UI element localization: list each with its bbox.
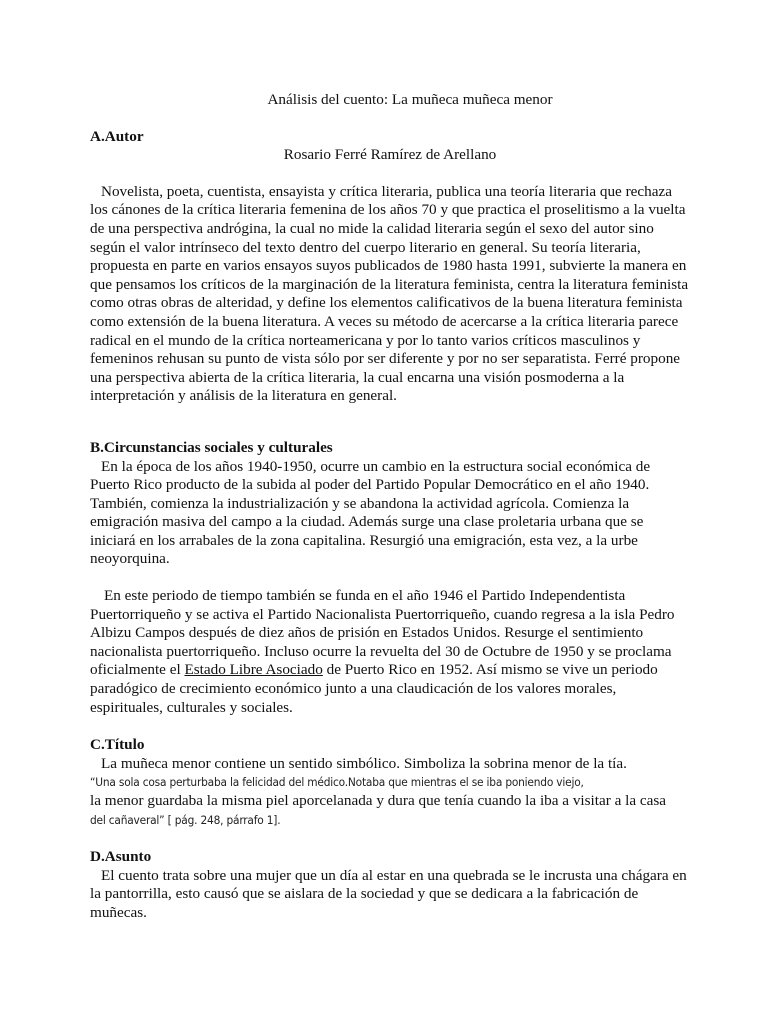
- quote-line-3-text: del cañaveral” [ pág. 248, párrafo 1].: [90, 812, 281, 827]
- paragraph-circunstancias-1-text: En la época de los años 1940-1950, ocurre un cambio en la estructura social económica de Puerto Rico producto de la subida al poder del Partido Popular Democrático en el año 1940. También, comienza la industrialización y se abandona la actividad agrícola. Comienza la emigración masiva del campo a la ciudad. Además surge una clase proletaria urbana que se iniciará en los arrabales de la zona capitalina. Resurgió una emigración, esta vez, a la urbe neoyorquina.: [90, 457, 651, 568]
- section-heading-circunstancias: B.Circunstancias sociales y culturales: [90, 438, 333, 456]
- quote-line-3: [90, 811, 690, 830]
- paragraph-circunstancias-2-text-b: de Puerto Rico en 1952. Así mismo se vive un periodo paradógico de crecimiento económico junto a una claudicación de los valores morales, espirituales, culturales y sociales.: [90, 661, 658, 716]
- paragraph-circunstancias-1: [90, 458, 690, 570]
- paragraph-asunto-text: El cuento trata sobre una mujer que un día al estar en una quebrada se le incrusta una chágara en la pantorrilla, esto causó que se aislara de la sociedad y que se dedicara a la fabricación de muñecas.: [90, 866, 687, 921]
- paragraph-autor: [90, 183, 690, 406]
- spacer: [90, 717, 690, 736]
- spacer: [90, 165, 690, 183]
- spacer: [90, 406, 690, 439]
- section-heading-titulo: C.Título: [90, 736, 145, 754]
- spacer: [90, 110, 690, 128]
- estado-libre-asociado-link[interactable]: Estado Libre Asociado: [184, 661, 323, 679]
- paragraph-titulo-text: La muñeca menor contiene un sentido simbólico. Simboliza la sobrina menor de la tía.: [101, 754, 627, 772]
- paragraph-circunstancias-2-text-a: En este periodo de tiempo también se funda en el año 1946 el Partido Independentista Puertorriqueño y se activa el Partido Nacionalista Puertorriqueño, cuando regresa a la isla Pedro Albizu Campos después de diez años de prisión en Estados Unidos. Resurge el sentimiento nacionalista puertorriqueño. Incluso ocurre la revuelta del 30 de Octubre de 1950 y se proclama oficialmente el: [90, 587, 675, 679]
- section-heading-asunto: D.Asunto: [90, 848, 152, 866]
- paragraph-asunto: [90, 867, 690, 923]
- quote-line-2: la menor guardaba la misma piel aporcelanada y dura que tenía cuando la iba a visitar a la casa: [90, 792, 667, 809]
- quote-line-1: [90, 773, 690, 792]
- paragraph-circunstancias-2: [90, 587, 690, 717]
- document-content: [90, 91, 690, 923]
- spacer: [90, 569, 690, 587]
- paragraph-titulo: [90, 755, 690, 774]
- paragraph-autor-text: Novelista, poeta, cuentista, ensayista y crítica literaria, publica una teoría literaria que rechaza los cánones de la crítica literaria femenina de los años 70 y que practica el proselitismo a la vuelta de una perspectiva andrógina, la cual no mide la calidad literaria según el sexo del autor sino según el valor intrínseco del texto dentro del cuerpo literario en general. Su teoría literaria, propuesta en parte en varios ensayos suyos publicados de 1980 hasta 1991, subvierte la manera en que pensamos los críticos de la marginación de la literatura feminista, centra la literatura feminista como otras obras de alteridad, y define los elementos calificativos de la buena literatura feminista como extensión de la buena literatura. A veces su método de acercarse a la crítica literaria parece radical en el mundo de la crítica norteamericana y por lo tanto varios críticos masculinos y femeninos rehusan su punto de vista sólo por ser diferente y por no ser separatista. Ferré propone una perspectiva abierta de la crítica literaria, la cual encarna una visión posmoderna a la interpretación y análisis de la literatura en general.: [90, 182, 689, 405]
- section-heading-autor: A.Autor: [90, 127, 144, 145]
- spacer: [90, 829, 690, 848]
- document-title: Análisis del cuento: La muñeca muñeca menor: [267, 91, 553, 108]
- quote-line-1-text: “Una sola cosa perturbaba la felicidad del médico.Notaba que mientras el se iba poniendo viejo,: [90, 775, 584, 790]
- author-name: Rosario Ferré Ramírez de Arellano: [283, 146, 497, 164]
